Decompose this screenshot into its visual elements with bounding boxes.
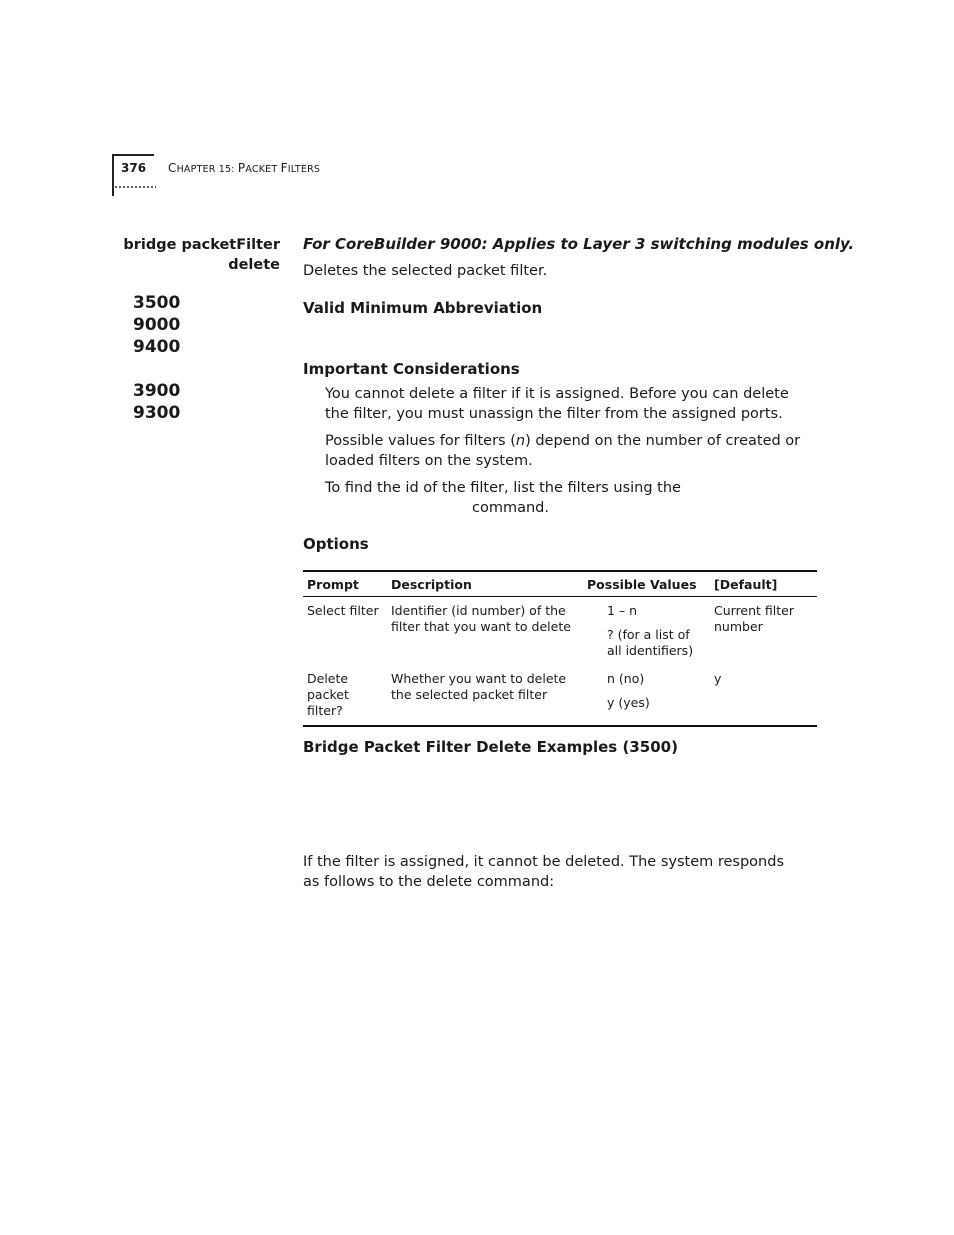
- table-cell-default: y: [710, 665, 817, 726]
- table-row: [303, 665, 817, 726]
- column-header: Prompt: [303, 571, 387, 597]
- table-cell-values: [583, 597, 710, 666]
- platform-item: 9000: [133, 315, 181, 335]
- table-row: [303, 597, 817, 666]
- platform-item: 3900: [133, 381, 181, 401]
- column-header: Description: [387, 571, 583, 597]
- page-number: 376: [121, 161, 147, 175]
- platform-list-group-1: [133, 292, 180, 358]
- examples-heading: Bridge Packet Filter Delete Examples (3500): [303, 738, 678, 756]
- column-header: Possible Values: [583, 571, 710, 597]
- command-summary: Deletes the selected packet filter.: [303, 263, 548, 279]
- table-cell-description: Whether you want to delete the selected packet filter: [387, 665, 583, 726]
- options-heading: Options: [303, 535, 369, 553]
- considerations-heading: Important Considerations: [303, 360, 520, 378]
- header-vertical-rule: [112, 154, 114, 196]
- platform-item: 3500: [133, 293, 181, 313]
- assigned-note: If the filter is assigned, it cannot be deleted. The system responds as follows to the delete command:: [303, 854, 784, 890]
- platform-item: 9300: [133, 403, 181, 423]
- column-header: [Default]: [710, 571, 817, 597]
- possible-value: n (no): [607, 671, 645, 686]
- table-cell-values: [583, 665, 710, 726]
- platform-item: 9400: [133, 337, 181, 357]
- possible-value: ? (for a list of all identifiers): [607, 627, 694, 658]
- header-dotted-ornament: [114, 185, 156, 189]
- consideration-paragraph: To find the id of the filter, list the filters using the command.: [325, 480, 681, 516]
- possible-value: y (yes): [607, 695, 650, 710]
- options-table: [303, 570, 817, 727]
- table-cell-prompt: Delete packet filter?: [303, 665, 387, 726]
- chapter-title: CHAPTER 15: PACKET FILTERS: [168, 161, 321, 175]
- table-cell-prompt: Select filter: [307, 603, 379, 618]
- header-rule: [112, 154, 154, 156]
- table-cell-default: Current filter number: [714, 603, 794, 634]
- table-cell-description: Identifier (id number) of the filter that you want to delete: [391, 603, 571, 634]
- applies-note: For CoreBuilder 9000: Applies to Layer 3 switching modules only.: [303, 235, 855, 253]
- platform-list-group-2: [133, 380, 180, 424]
- consideration-paragraph: You cannot delete a filter if it is assigned. Before you can delete the filter, you must unassign the filter from the assigned ports.: [325, 386, 789, 422]
- consideration-paragraph: Possible values for filters (n) depend on the number of created or loaded filters on the system.: [325, 433, 801, 469]
- command-name: bridge packetFilter delete: [123, 237, 280, 273]
- table-header-row: [303, 571, 817, 597]
- valid-abbreviation-heading: Valid Minimum Abbreviation: [303, 299, 543, 317]
- possible-value: 1 – n: [607, 603, 638, 618]
